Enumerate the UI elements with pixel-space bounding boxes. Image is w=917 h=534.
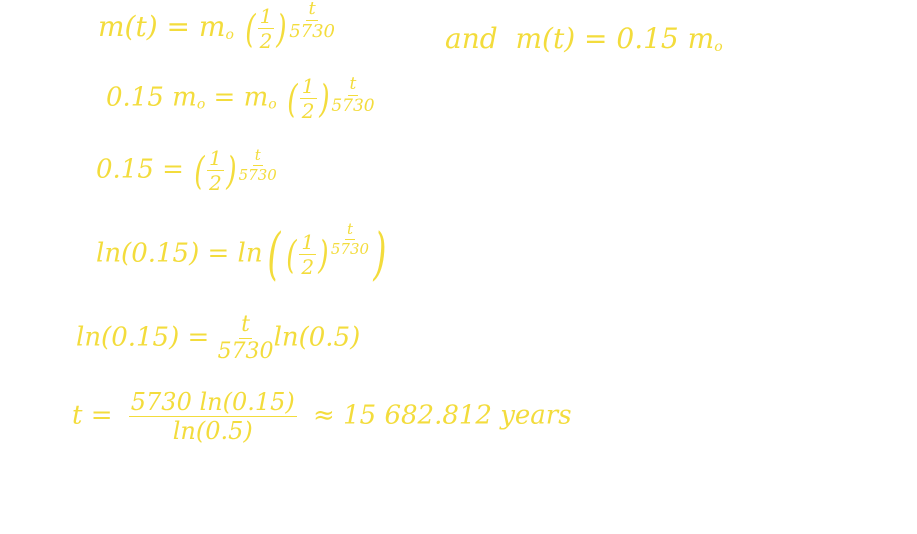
line2-lhs-subscript: o — [196, 96, 206, 113]
solution-denominator: ln(0.5) — [172, 417, 253, 445]
exponent-denominator: 5730 — [330, 240, 370, 258]
half-denominator: 2 — [301, 99, 315, 123]
half-fraction — [258, 6, 275, 51]
half-denominator: 2 — [301, 255, 315, 279]
solution-numerator: 5730 ln(0.15) — [130, 388, 295, 416]
condition-expression: m(t) = 0.15 m — [515, 22, 715, 55]
line5-lhs: ln(0.15) = — [76, 322, 210, 353]
and-text: and — [445, 22, 498, 55]
half-fraction — [207, 148, 224, 193]
decay-model-lhs: m(t) = m — [98, 10, 226, 43]
open-paren: ( — [286, 232, 298, 277]
exponent-numerator: t — [346, 220, 353, 238]
equation-line-4 — [96, 222, 391, 287]
line2-eq: = m — [213, 82, 269, 113]
line4-lhs: ln(0.15) = ln — [96, 238, 263, 269]
close-paren: ) — [226, 148, 237, 193]
exponent — [331, 222, 369, 257]
open-paren: ( — [194, 148, 205, 193]
half-numerator: 1 — [209, 146, 222, 170]
initial-mass-subscript: o — [225, 27, 234, 43]
exponent — [331, 76, 374, 115]
equation-line-3 — [96, 148, 277, 193]
equation-line-6 — [72, 390, 572, 443]
open-paren: ( — [245, 6, 256, 51]
half-numerator: 1 — [301, 74, 315, 98]
equation-line-5 — [76, 314, 360, 363]
fraction-denominator: 5730 — [217, 339, 274, 364]
condition-subscript: o — [714, 39, 723, 55]
exponent-denominator: 5730 — [289, 21, 336, 42]
final-result: ≈ 15 682.812 years — [313, 400, 572, 431]
half-numerator: 1 — [259, 4, 273, 28]
condition — [445, 22, 723, 55]
half-fraction — [300, 76, 317, 121]
exponent-denominator: 5730 — [238, 166, 277, 184]
t-over-5730-fraction — [218, 314, 274, 363]
line2-lhs: 0.15 m — [106, 82, 197, 113]
equation-line-2 — [106, 76, 375, 121]
solution-fraction — [129, 390, 297, 443]
outer-close-paren: ) — [373, 222, 387, 287]
line3-lhs: 0.15 = — [96, 154, 184, 185]
exponent-numerator: t — [308, 0, 316, 19]
half-denominator: 2 — [259, 29, 273, 53]
line2-eq-subscript: o — [268, 96, 277, 113]
close-paren: ) — [276, 6, 287, 51]
fraction-numerator: t — [241, 312, 250, 337]
close-paren: ) — [318, 76, 330, 121]
half-numerator: 1 — [301, 230, 315, 254]
exponent-numerator: t — [349, 74, 357, 94]
half-denominator: 2 — [209, 171, 222, 195]
equation-line-1 — [98, 0, 336, 53]
exponent — [289, 0, 335, 41]
outer-open-paren: ( — [266, 222, 281, 287]
exponent — [239, 148, 277, 183]
close-paren: ) — [318, 232, 329, 277]
exponent-numerator: t — [254, 146, 261, 164]
exponent-denominator: 5730 — [331, 96, 375, 116]
open-paren: ( — [287, 76, 298, 121]
half-fraction — [299, 232, 316, 277]
line6-lhs: t = — [72, 400, 113, 431]
line5-rhs: ln(0.5) — [273, 322, 361, 353]
